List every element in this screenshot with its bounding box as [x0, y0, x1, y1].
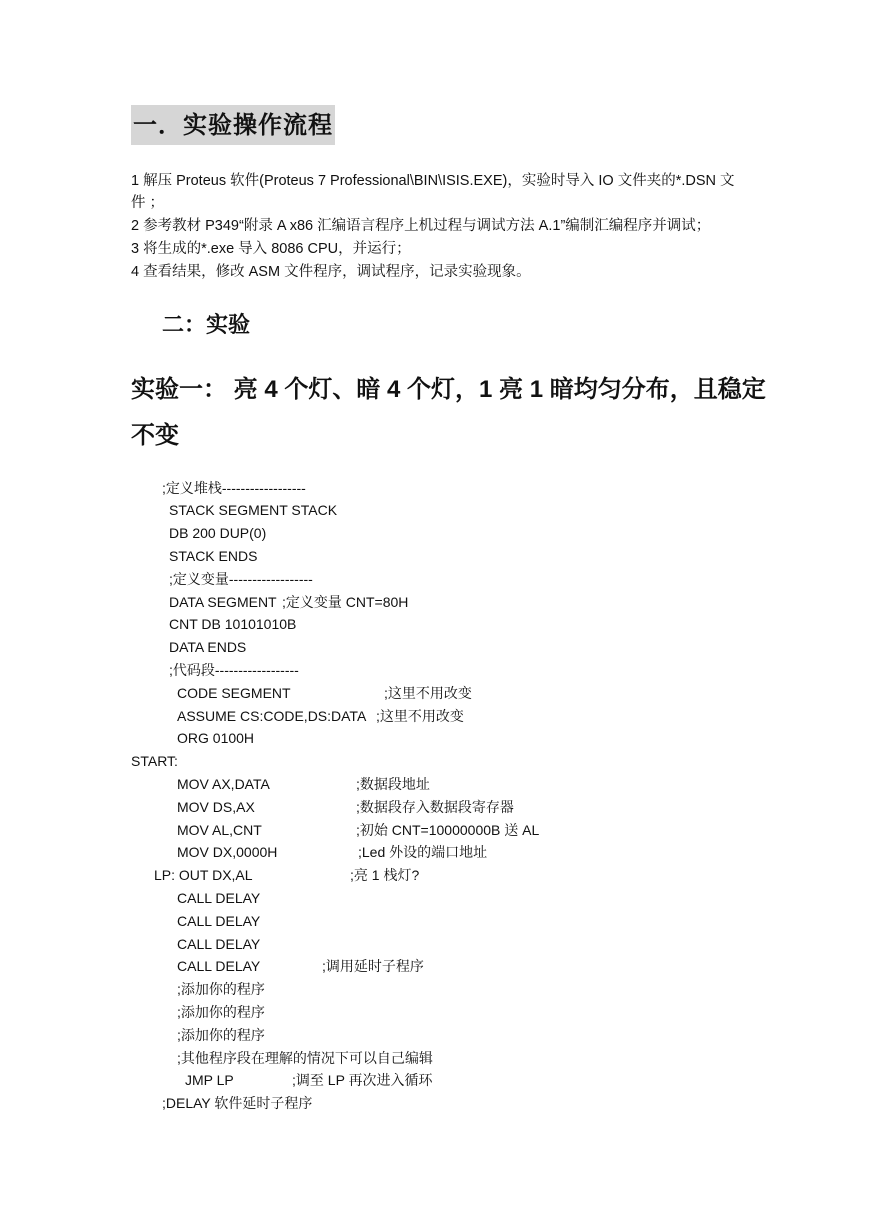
code-line: ;代码段------------------: [169, 662, 299, 678]
code-line: LP: OUT DX,AL: [154, 867, 253, 883]
code-comment: ;定义变量 CNT=80H: [282, 594, 409, 610]
code-comment: ;数据段存入数据段寄存器: [356, 799, 514, 815]
code-comment: ;初始 CNT=10000000B 送 AL: [356, 822, 540, 838]
step-1-line-2: 件 ；: [131, 195, 165, 211]
step-1-line-1: 1 解压 Proteus 软件(Proteus 7 Professional\BIN\ISIS.EXE)，实验时导入 IO 文件夹的*.DSN 文: [131, 173, 735, 189]
step-4: 4 查看结果，修改 ASM 文件程序，调试程序，记录实验现象。: [131, 264, 531, 280]
code-line: DATA SEGMENT: [169, 594, 277, 610]
section-heading-procedure: 一．实验操作流程: [131, 105, 335, 145]
code-line: ;添加你的程序: [177, 1027, 265, 1043]
code-comment: ;亮 1 栈灯?: [350, 867, 420, 883]
code-line: JMP LP: [185, 1072, 234, 1088]
code-line: DATA ENDS: [169, 639, 247, 655]
experiment-1-title-line-2: 不变: [131, 422, 179, 449]
code-line: ;定义堆栈------------------: [162, 480, 306, 496]
code-line: CALL DELAY: [177, 890, 261, 906]
code-line: CODE SEGMENT: [177, 685, 291, 701]
code-line: MOV AX,DATA: [177, 776, 270, 792]
code-line: CALL DELAY: [177, 936, 261, 952]
code-line: ;添加你的程序: [177, 981, 265, 997]
step-2: 2 参考教材 P349“附录 A x86 汇编语言程序上机过程与调试方法 A.1”编制汇编程序并调试；: [131, 218, 711, 234]
code-comment: ;这里不用改变: [384, 685, 472, 701]
code-line: CALL DELAY: [177, 958, 261, 974]
code-line: ORG 0100H: [177, 730, 255, 746]
code-comment: ;Led 外设的端口地址: [358, 844, 488, 860]
code-line: STACK SEGMENT STACK: [169, 502, 338, 518]
code-comment: ;调用延时子程序: [322, 958, 424, 974]
code-line: ;定义变量------------------: [169, 571, 313, 587]
code-comment: ;数据段地址: [356, 776, 430, 792]
code-line: MOV DX,0000H: [177, 844, 278, 860]
code-line: ASSUME CS:CODE,DS:DATA: [177, 708, 367, 724]
code-line: CALL DELAY: [177, 913, 261, 929]
code-line: ;添加你的程序: [177, 1004, 265, 1020]
code-line: ;DELAY 软件延时子程序: [162, 1095, 313, 1111]
code-line: STACK ENDS: [169, 548, 258, 564]
code-line: CNT DB 10101010B: [169, 616, 297, 632]
code-line: MOV AL,CNT: [177, 822, 262, 838]
code-comment: ;这里不用改变: [376, 708, 464, 724]
section-heading-experiment: 二：实验: [162, 312, 251, 337]
code-comment: ;调至 LP 再次进入循环: [292, 1072, 433, 1088]
experiment-1-title-line-1: 实验一： 亮 4 个灯、暗 4 个灯，1 亮 1 暗均匀分布，且稳定: [131, 376, 766, 403]
code-line: MOV DS,AX: [177, 799, 255, 815]
code-label: START:: [131, 753, 178, 769]
step-3: 3 将生成的*.exe 导入 8086 CPU，并运行；: [131, 241, 411, 257]
code-line: DB 200 DUP(0): [169, 525, 267, 541]
code-line: ;其他程序段在理解的情况下可以自己编辑: [177, 1050, 433, 1066]
